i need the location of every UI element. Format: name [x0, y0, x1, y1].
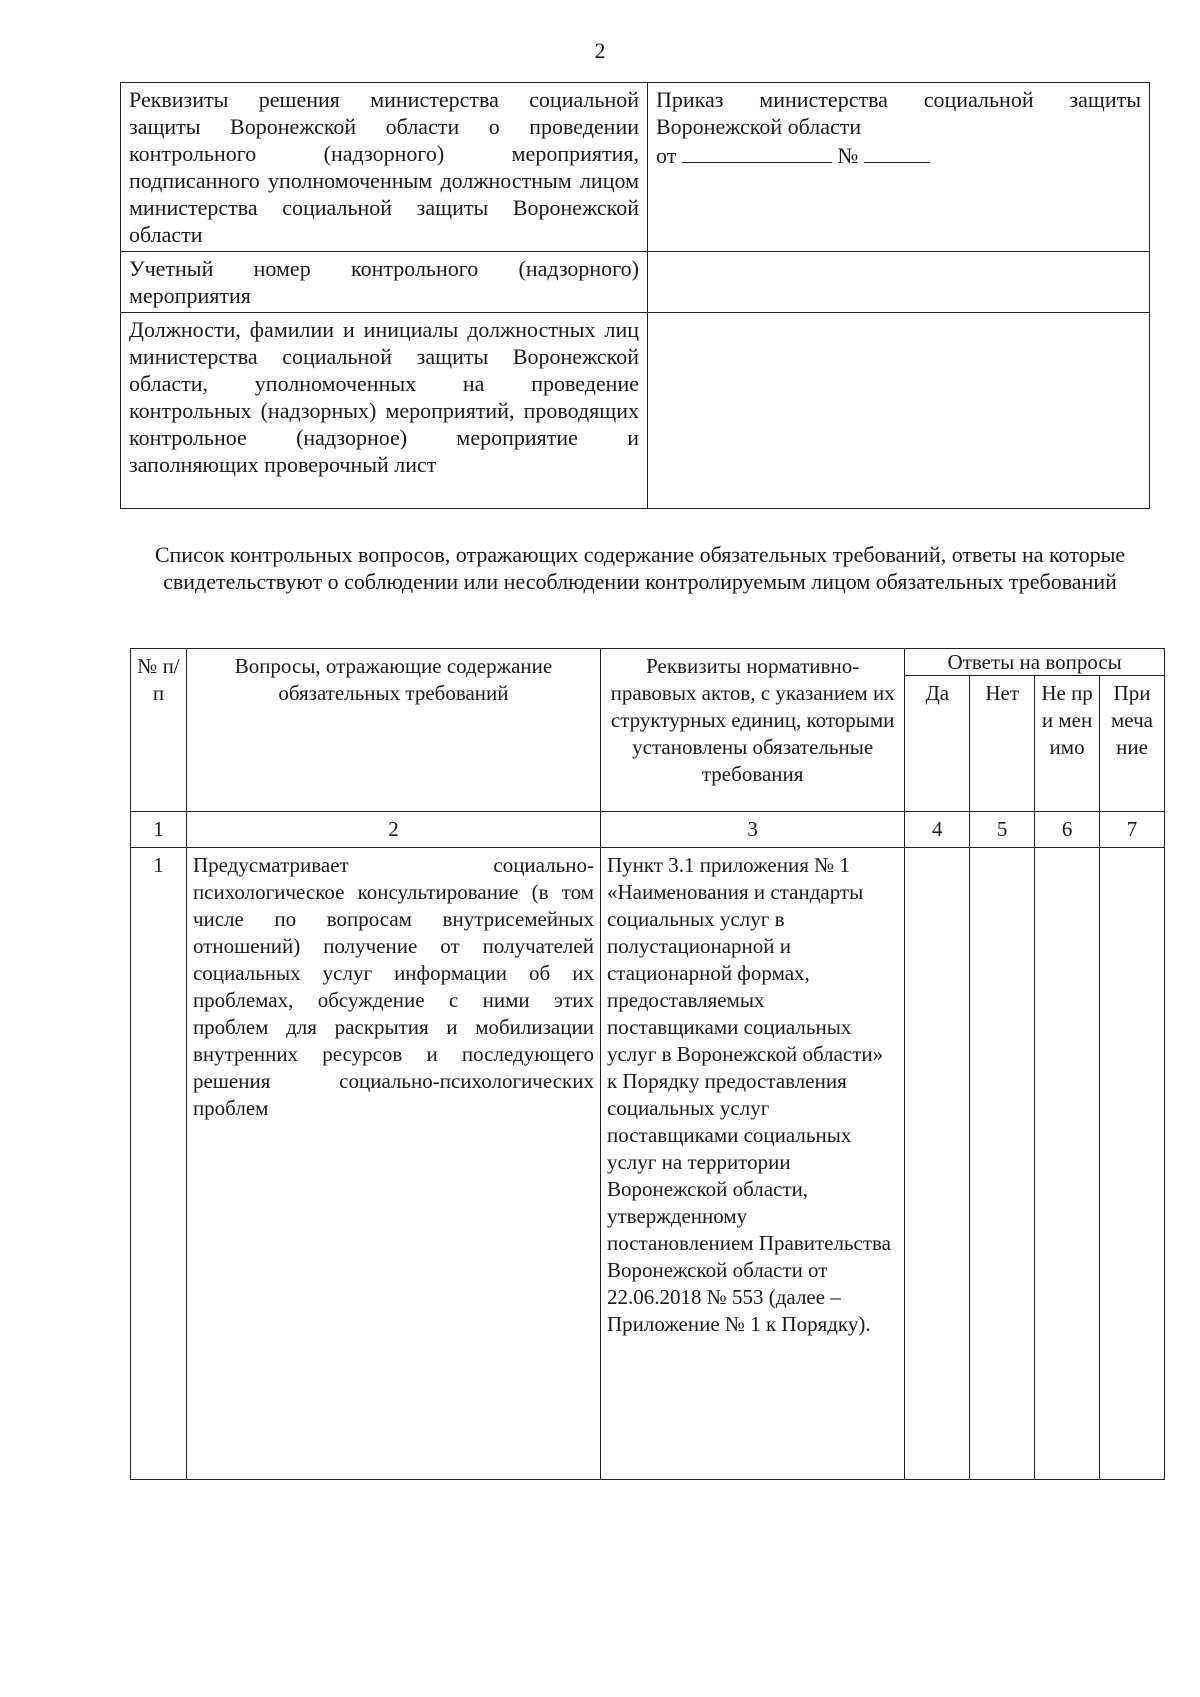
answer-yes-cell[interactable]: [905, 848, 970, 1480]
requisites-row-officials: [121, 313, 1150, 509]
header-questions: Вопросы, отражающие содержание обязательных требований: [186, 649, 600, 812]
account-number-value[interactable]: [648, 252, 1150, 313]
column-numbers-row: [131, 812, 1165, 848]
header-note: При меча ние: [1100, 676, 1165, 812]
column-number: 6: [1035, 812, 1100, 848]
header-num: № п/п: [131, 649, 187, 812]
row-num: 1: [131, 848, 187, 1480]
page-number: 2: [594, 38, 606, 63]
answer-not-applicable-cell[interactable]: [1035, 848, 1100, 1480]
table-row: [131, 848, 1165, 1480]
list-title: Список контрольных вопросов, отражающих содержание обязательных требований, ответы на которые свидетельствуют о соблюдении или несоблюдении контролируемым лицом обязательных требований: [154, 542, 1126, 594]
requisites-row-decision: [121, 83, 1150, 252]
order-from-label: от: [656, 143, 677, 168]
row-requisite: Пункт 3.1 приложения № 1 «Наименования и стандарты социальных услуг в полустационарной и стационарной формах, предоставляемых поставщиками социальных услуг в Воронежской области» к Порядку предоставления социальных услуг поставщиками социальных услуг на территории Воронежской области, утвержденному постановлением Правительства Воронежской области от 22.06.2018 № 553 (далее – Приложение № 1 к Порядку).: [600, 848, 904, 1480]
column-number: 4: [905, 812, 970, 848]
officials-label: Должности, фамилии и инициалы должностных лиц министерства социальной защиты Воронежской области, уполномоченных на проведение контрольных (надзорных) мероприятий, проводящих контрольное (надзорное) мероприятие и заполняющих проверочный лист: [121, 313, 648, 509]
officials-value[interactable]: [648, 313, 1150, 509]
column-number: 2: [186, 812, 600, 848]
column-number: 1: [131, 812, 187, 848]
row-question: Предусматривает социально-психологическое консультирование (в том числе по вопросам внутрисемейных отношений) получение от получателей социальных услуг информации об их проблемах, обсуждение с ними этих проблем для раскрытия и мобилизации внутренних ресурсов и последующего решения социально-психологических проблем: [186, 848, 600, 1480]
header-yes: Да: [905, 676, 970, 812]
column-number: 7: [1100, 812, 1165, 848]
checklist-table: [130, 648, 1165, 1480]
header-not-applicable: Не при мен имо: [1035, 676, 1100, 812]
header-requisites: Реквизиты нормативно-правовых актов, с указанием их структурных единиц, которыми установлены обязательные требования: [600, 649, 904, 812]
answer-no-cell[interactable]: [970, 848, 1035, 1480]
decision-label: Реквизиты решения министерства социальной защиты Воронежской области о проведении контрольного (надзорного) мероприятия, подписанного уполномоченным должностным лицом министерства социальной защиты Воронежской области: [121, 83, 648, 252]
header-no: Нет: [970, 676, 1035, 812]
header-answers: Ответы на вопросы: [905, 649, 1165, 676]
requisites-row-account-number: [121, 252, 1150, 313]
column-number: 3: [600, 812, 904, 848]
column-number: 5: [970, 812, 1035, 848]
order-number-field[interactable]: [864, 140, 930, 163]
order-text: Приказ министерства социальной защиты Воронежской области: [656, 87, 1141, 139]
answer-note-cell[interactable]: [1100, 848, 1165, 1480]
decision-value: [648, 83, 1150, 252]
checklist-header-row: [131, 649, 1165, 676]
requisites-table: [120, 82, 1150, 509]
order-number-label: №: [837, 143, 859, 168]
account-number-label: Учетный номер контрольного (надзорного) мероприятия: [121, 252, 648, 313]
order-date-field[interactable]: [682, 140, 832, 163]
